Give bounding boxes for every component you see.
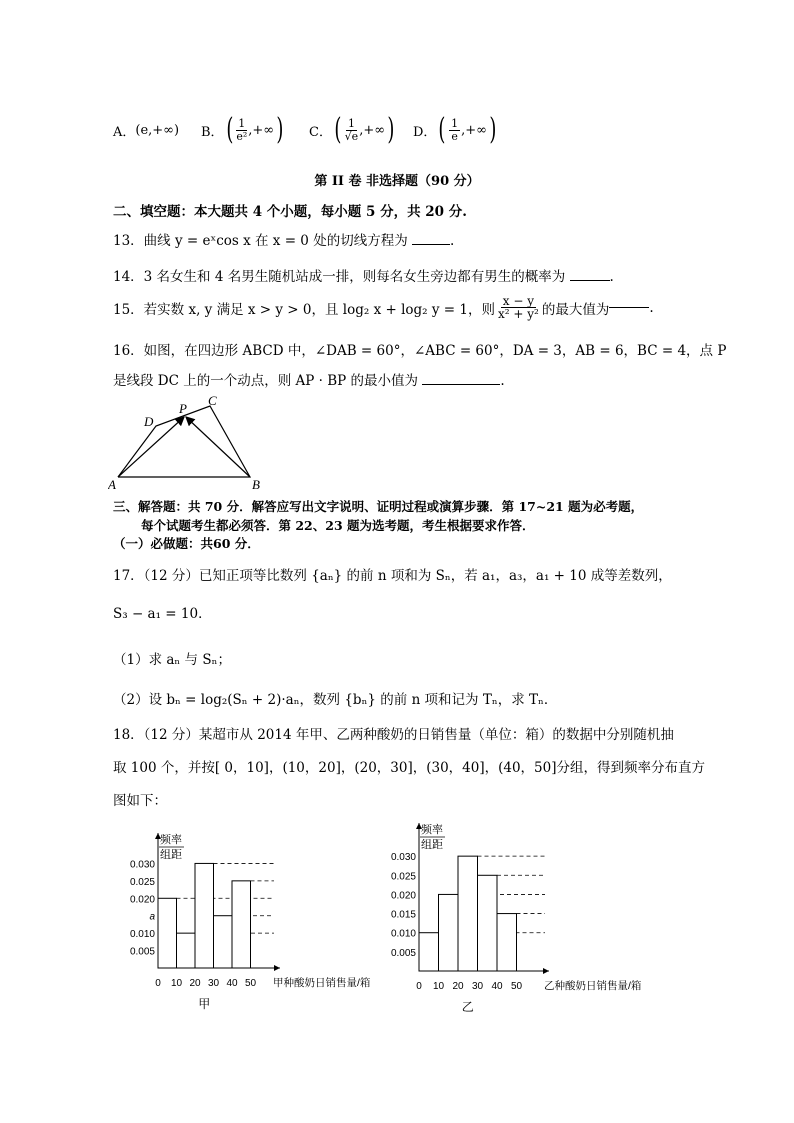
y-tick-label: 0.025 xyxy=(390,871,416,883)
y-tick-label: 0.005 xyxy=(129,946,155,958)
x-tick-label: 40 xyxy=(226,978,238,989)
choice-d-letter: D． xyxy=(413,124,437,140)
label-c: C xyxy=(208,393,217,408)
histogram-bar xyxy=(195,863,214,968)
label-b: B xyxy=(252,477,260,492)
x-axis-label: 乙种酸奶日销售量/箱 xyxy=(544,980,642,992)
section2-header: 二、填空题：本大题共 4 个小题，每小题 5 分，共 20 分. xyxy=(113,204,467,220)
answer-blank-15 xyxy=(609,307,649,308)
y-label-bottom: 组距 xyxy=(421,839,443,851)
histogram-bar xyxy=(458,856,478,971)
question-16-line1: 16．如图，在四边形 ABCD 中，∠DAB = 60°，∠ABC = 60°，DA = 3，AB = 6，BC = 4，点 P xyxy=(113,343,727,359)
y-tick-label: 0.025 xyxy=(129,876,155,888)
x-tick-label: 40 xyxy=(491,981,503,992)
question-15-text-a: 15．若实数 x, y 满足 x > y > 0，且 log₂ x + log₂ y = 1，则 xyxy=(113,301,495,318)
histogram-bar xyxy=(497,914,517,971)
x-axis-arrow xyxy=(543,968,549,974)
choice-c: C． ( $\frac{1}{√e}$ ,+∞ ) xyxy=(309,112,395,147)
choice-a xyxy=(113,110,179,150)
y-label-top: 频率 xyxy=(421,824,443,836)
part2-title: 第 II 卷 非选择题（90 分） xyxy=(314,174,480,189)
x-tick-label: 10 xyxy=(170,978,183,989)
label-a: A xyxy=(108,477,116,492)
quadrilateral-figure xyxy=(108,393,268,493)
question-18-line3: 图如下： xyxy=(113,793,167,809)
answer-blank-14 xyxy=(570,280,610,281)
y-tick-label: 0.020 xyxy=(129,894,155,906)
label-p: P xyxy=(179,401,187,416)
histogram-bar xyxy=(158,898,177,968)
choice-d: D． ( $\frac{1}{e}$ ,+∞ ) xyxy=(413,112,497,147)
choice-b: B． ( $\frac{1}{\text{e²}}$ ,+∞ ) xyxy=(201,112,284,147)
histogram-bar xyxy=(419,933,439,971)
histogram-bar xyxy=(214,916,233,968)
answer-blank-13 xyxy=(412,244,450,245)
answer-choices xyxy=(113,110,533,150)
y-tick-label: 0.010 xyxy=(390,928,416,940)
vector-bp xyxy=(186,417,250,477)
choice-a-letter: A． xyxy=(113,124,136,140)
y-tick-label: 0.020 xyxy=(390,890,416,902)
answer-blank-16 xyxy=(422,384,500,385)
question-15-text-b: 的最大值为 xyxy=(541,301,610,318)
y-tick-label: 0.010 xyxy=(129,929,155,941)
y-label-bottom: 组距 xyxy=(160,849,182,861)
choice-b-letter: B． xyxy=(201,124,224,140)
y-tick-label: 0.015 xyxy=(390,909,416,921)
x-axis-arrow xyxy=(274,965,280,971)
x-tick-label: 50 xyxy=(244,978,257,989)
x-tick-label: 0 xyxy=(155,978,161,989)
question-17-line1: 17．（12 分）已知正项等比数列 {aₙ} 的前 n 项和为 Sₙ，若 a₁，a₃，a₁ + 10 成等差数列， xyxy=(113,568,672,584)
choice-b-fraction: $\frac{1}{\text{e²}}$ xyxy=(236,116,248,143)
section3-header-line2: 每个试题考生都必须答．第 22、23 题为选考题，考生根据要求作答． xyxy=(141,518,535,533)
choice-c-letter: C． xyxy=(309,124,332,140)
question-15: 15．若实数 x, y 满足 x > y > 0，且 log₂ x + log₂ y = 1，则 $\frac{x - y}{\text{x² + y²}}$ 的最大值为 . xyxy=(113,294,654,321)
y-tick-label: a xyxy=(149,911,155,923)
choice-c-fraction: $\frac{1}{√e}$ xyxy=(344,116,359,143)
label-d: D xyxy=(144,414,154,429)
y-label-top: 频率 xyxy=(160,834,182,846)
x-tick-label: 30 xyxy=(207,978,220,989)
y-tick-label: 0.030 xyxy=(390,852,416,864)
question-14: 14．3 名女生和 4 名男生随机站成一排，则每名女生旁边都有男生的概率为 . xyxy=(113,269,614,285)
y-tick-label: 0.005 xyxy=(390,947,416,959)
choice-a-expr: (e,+∞) xyxy=(135,122,180,138)
question-17-part1: （1）求 aₙ 与 Sₙ； xyxy=(113,652,231,668)
chart-title: 甲 xyxy=(198,997,211,1011)
x-tick-label: 20 xyxy=(452,981,464,992)
histogram-bar xyxy=(232,881,251,968)
y-tick-label: 0.030 xyxy=(129,859,155,871)
histogram-bar xyxy=(439,894,459,971)
quad-outline xyxy=(118,406,250,477)
question-18-line2: 取 100 个，并按[ 0，10]，(10，20]，(20，30]，(30，40]，(40，50]分组，得到频率分布直方 xyxy=(113,760,706,776)
histogram-bar xyxy=(177,933,196,968)
question-18-line1: 18．（12 分）某超市从 2014 年甲、乙两种酸奶的日销售量（单位：箱）的数据中分别随机抽 xyxy=(113,727,674,743)
histogram-bar xyxy=(478,875,498,971)
question-14-text: 14．3 名女生和 4 名男生随机站成一排，则每名女生旁边都有男生的概率为 xyxy=(113,269,566,285)
question-13-text: 13．曲线 y = eˣcos x 在 x = 0 处的切线方程为 xyxy=(113,233,408,249)
histogram-jia xyxy=(118,828,388,1013)
x-tick-label: 20 xyxy=(189,978,201,989)
choice-d-fraction: $\frac{1}{e}$ xyxy=(451,116,459,143)
x-axis-label: 甲种酸奶日销售量/箱 xyxy=(273,977,371,989)
question-17-part2: （2）设 bₙ = log₂(Sₙ + 2)·aₙ，数列 {bₙ} 的前 n 项和记为 Tₙ，求 Tₙ． xyxy=(113,692,558,708)
question-17-line2: S₃ − a₁ = 10． xyxy=(113,606,212,622)
question-15-fraction: $\frac{x - y}{\text{x² + y²}}$ xyxy=(497,294,539,321)
histogram-yi xyxy=(380,815,665,1013)
question-16-text: 是线段 DC 上的一个动点，则 AP · BP 的最小值为 xyxy=(113,373,419,389)
section3-subheader: （一）必做题：共60 分． xyxy=(113,536,260,551)
x-tick-label: 0 xyxy=(416,981,422,992)
x-tick-label: 10 xyxy=(432,981,445,992)
section3-header-line1: 三、解答题：共 70 分．解答应写出文字说明、证明过程或演算步骤．第 17~21 题为必考题， xyxy=(113,499,644,514)
question-13: 13．曲线 y = eˣcos x 在 x = 0 处的切线方程为 . xyxy=(113,233,455,249)
x-tick-label: 30 xyxy=(471,981,484,992)
question-16-line2: 是线段 DC 上的一个动点，则 AP · BP 的最小值为 . xyxy=(113,373,505,389)
chart-title: 乙 xyxy=(461,1000,474,1013)
x-tick-label: 50 xyxy=(510,981,523,992)
